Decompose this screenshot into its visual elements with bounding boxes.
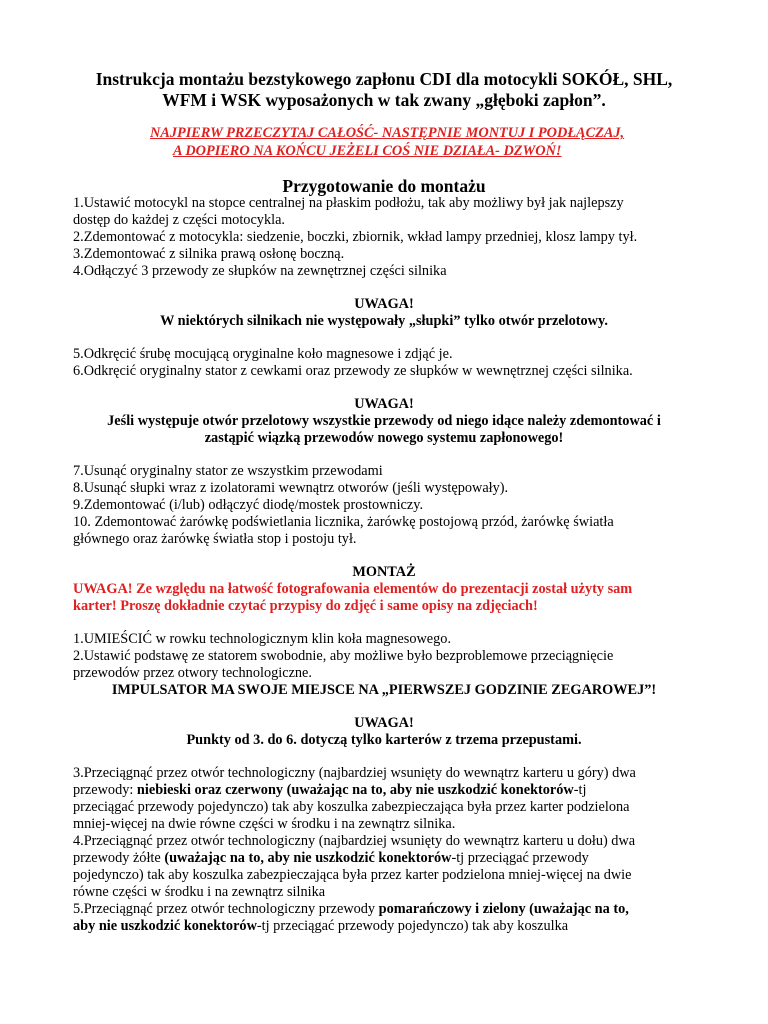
step-4-line-2-a: przewody żółte — [73, 850, 165, 866]
prep-heading: Przygotowanie do montażu — [282, 176, 486, 196]
document-title-line-2: WFM i WSK wyposażonych w tak zwany „głęboki zapłon”. — [162, 90, 606, 110]
montaz-red-warning-line-2: karter! Proszę dokładnie czytać przypisy do zdjęć i same opisy na zdjęciach! — [73, 598, 538, 614]
uwaga-1-text: W niektórych silnikach nie występowały „słupki” tylko otwór przelotowy. — [160, 313, 608, 329]
step-3-line-2-a: przewody: — [73, 782, 137, 798]
step-3-line-2-c: -tj — [573, 782, 587, 798]
step-5-line: 5.Odkręcić śrubę mocującą oryginalne koło magnesowe i zdjąć je. — [73, 346, 453, 362]
step-10-line-1: 10. Zdemontować żarówkę podświetlania licznika, żarówkę postojową przód, żarówkę światła — [73, 514, 614, 530]
step-3-line-2 — [73, 782, 703, 799]
step-3-line-3: przeciągać przewody pojedynczo) tak aby koszulka zabezpieczająca była przez karter podzielona — [73, 799, 630, 815]
montaz-step-2-line-2: przewodów przez otwory technologiczne. — [73, 665, 312, 681]
uwaga-3-text: Punkty od 3. do 6. dotyczą tylko karterów z trzema przepustami. — [186, 732, 582, 748]
step-5b-line-2 — [73, 918, 703, 935]
step-5b-line-1-bold: pomarańczowy i zielony (uważając na to, — [378, 901, 629, 917]
prep-line-1: 1.Ustawić motocykl na stopce centralnej na płaskim podłożu, tak aby możliwy był jak najlepszy — [73, 195, 624, 211]
step-5b-line-1-a: 5.Przeciągnąć przez otwór technologiczny przewody — [73, 901, 379, 917]
step-4-line-2-c: -tj przeciągać przewody — [451, 850, 589, 866]
step-4-line-1: 4.Przeciągnąć przez otwór technologiczny (najbardziej wsunięty do wewnątrz karteru u dołu) dwa — [73, 833, 636, 849]
step-10-line-2: głównego oraz żarówkę światła stop i postoju tył. — [73, 531, 357, 547]
red-warning-line-2: A DOPIERO NA KOŃCU JEŻELI COŚ NIE DZIAŁA- DZWOŃ! — [173, 143, 562, 159]
step-4-line-4: równe części w środku i na zewnątrz silnika — [73, 884, 326, 900]
montaz-step-1: 1.UMIEŚCIĆ w rowku technologicznym klin koła magnesowego. — [73, 631, 452, 647]
prep-line-5: 4.Odłączyć 3 przewody ze słupków na zewnętrznej części silnika — [73, 263, 447, 279]
step-5b-line-2-b: -tj przeciągać przewody pojedynczo) tak aby koszulka — [256, 918, 569, 934]
step-4-line-3: pojedynczo) tak aby koszulka zabezpieczająca była przez karter podzielona mniej-więcej na dwie — [73, 867, 632, 883]
uwaga-3-label: UWAGA! — [354, 715, 414, 731]
montaz-red-warning-line-1: UWAGA! Ze względu na łatwość fotografowania elementów do prezentacji został użyty sam — [73, 581, 633, 597]
prep-line-2: dostęp do każdej z części motocykla. — [73, 212, 285, 228]
impulsator-note: IMPULSATOR MA SWOJE MIEJSCE NA „PIERWSZEJ GODZINIE ZEGAROWEJ”! — [111, 682, 657, 698]
step-4-line-2-bold: (uważając na to, aby nie uszkodzić konektorów — [164, 850, 452, 866]
uwaga-1-label: UWAGA! — [354, 296, 414, 312]
uwaga-2-line-1: Jeśli występuje otwór przelotowy wszystkie przewody od niego idące należy zdemontować i — [107, 413, 661, 429]
uwaga-2-label: UWAGA! — [354, 396, 414, 412]
step-3-line-4: mniej-więcej na dwie równe części w środku i na zewnątrz silnika. — [73, 816, 456, 832]
step-9-line: 9.Zdemontować (i/lub) odłączyć diodę/mostek prostowniczy. — [73, 497, 424, 513]
step-5b-line-2-bold: aby nie uszkodzić konektorów — [73, 918, 257, 934]
montaz-heading: MONTAŻ — [352, 564, 416, 580]
step-6-line: 6.Odkręcić oryginalny stator z cewkami oraz przewody ze słupków w wewnętrznej części silnika. — [73, 363, 633, 379]
step-4-line-2 — [73, 850, 703, 867]
document-title-line-1: Instrukcja montażu bezstykowego zapłonu CDI dla motocykli SOKÓŁ, SHL, — [95, 69, 673, 89]
step-3-line-2-bold: niebieski oraz czerwony (uważając na to, aby nie uszkodzić konektorów — [136, 782, 574, 798]
prep-line-3: 2.Zdemontować z motocykla: siedzenie, boczki, zbiornik, wkład lampy przedniej, klosz lampy tył. — [73, 229, 638, 245]
montaz-step-2-line-1: 2.Ustawić podstawę ze statorem swobodnie, aby możliwe było bezproblemowe przeciągnięcie — [73, 648, 614, 664]
step-7-line: 7.Usunąć oryginalny stator ze wszystkim przewodami — [73, 463, 383, 479]
step-8-line: 8.Usunąć słupki wraz z izolatorami wewnątrz otworów (jeśli występowały). — [73, 480, 509, 496]
red-warning-line-1: NAJPIERW PRZECZYTAJ CAŁOŚĆ- NASTĘPNIE MONTUJ I PODŁĄCZAJ, — [150, 125, 625, 141]
step-5b-line-1 — [73, 901, 703, 918]
prep-line-4: 3.Zdemontować z silnika prawą osłonę boczną. — [73, 246, 345, 262]
step-3-line-1: 3.Przeciągnąć przez otwór technologiczny (najbardziej wsunięty do wewnątrz karteru u góry) dwa — [73, 765, 636, 781]
uwaga-2-line-2: zastąpić wiązką przewodów nowego systemu zapłonowego! — [204, 430, 564, 446]
